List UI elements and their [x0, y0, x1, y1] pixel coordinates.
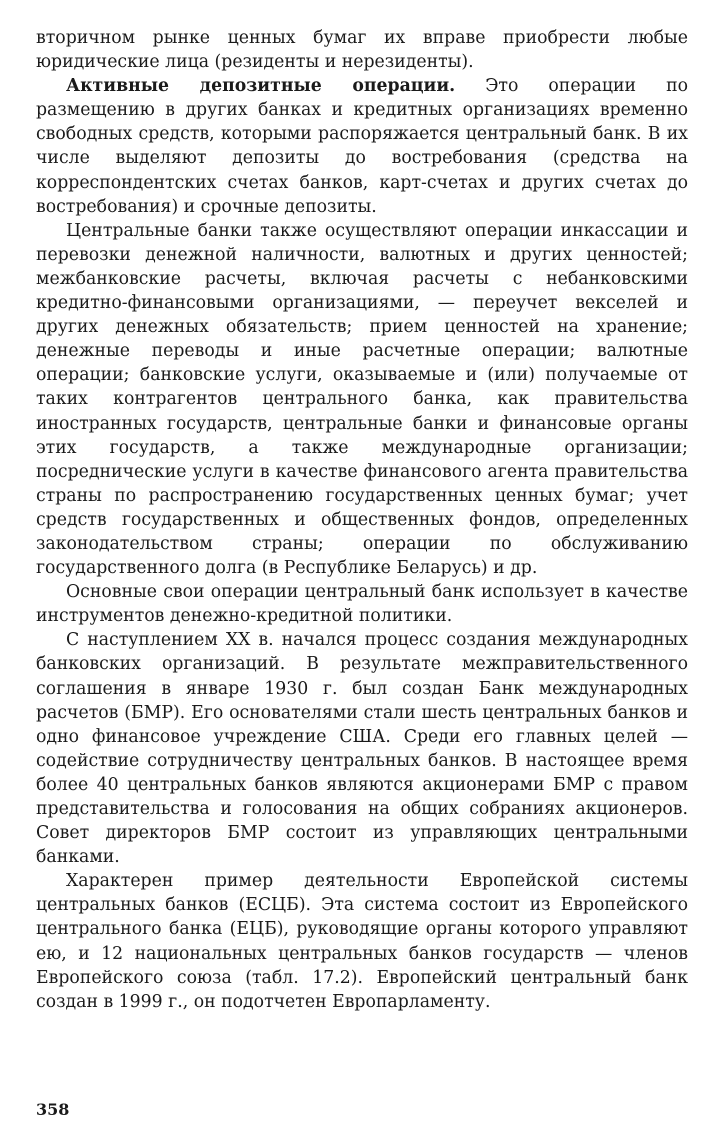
paragraph-continuation: [36, 26, 688, 74]
paragraph-active-deposit-operations: [36, 74, 688, 219]
paragraph-text: Центральные банки также осуществляют операции инкассации и перевозки денежной наличности, валютных и других ценностей; межбанковские расчеты, включая расчеты с небанковскими кредитно-финансовыми организациями, — переучет векселей и других денежных обязательств; прием ценностей на хранение; денежные переводы и иные расчетные операции; валютные операции; банковские услуги, оказываемые и (или) получаемые от таких контрагентов центрального банка, как правительства иностранных государств, центральные банки и финансовые органы этих государств, а также международные организации; посреднические услуги в качестве финансового агента правительства страны по распространению государственных ценных бумаг; учет средств государственных и общественных фондов, определенных законодательством страны; операции по обслуживанию государственного долга (в Республике Беларусь) и др.: [36, 220, 688, 579]
paragraph-escb: [36, 869, 688, 1014]
paragraph-text: С наступлением XX в. начался процесс создания международных банковских организаций. В результате межправительственного соглашения в январе 1930 г. был создан Банк международных расчетов (БМР). Его основателями стали шесть центральных банков и одно финансовое учреждение США. Среди его главных целей — содействие сотрудничеству центральных банков. В настоящее время более 40 центральных банков являются акционерами БМР с правом представительства и голосования на общих собраниях акционеров. Совет директоров БМР состоит из управляющих центральными банками.: [36, 630, 688, 868]
paragraph-text: Это операции по размещению в других банках и кредитных организациях временно свободных средств, которыми распоряжается центральный банк. В их числе выделяют депозиты до востребования (средства на корреспондентских счетах банков, карт-счетах и других счетах до востребования) и срочные депозиты.: [36, 76, 688, 217]
paragraph-monetary-policy: [36, 580, 688, 628]
paragraph-other-operations: [36, 219, 688, 580]
page-body: [36, 26, 688, 1014]
paragraph-bis: [36, 628, 688, 869]
page-number: 358: [36, 1100, 70, 1119]
paragraph-text: Характерен пример деятельности Европейской системы центральных банков (ЕСЦБ). Эта система состоит из Европейского центрального банка (ЕЦБ), руководящие органы которого управляют ею, и 12 национальных центральных банков государств — членов Европейского союза (табл. 17.2). Европейский центральный банк создан в 1999 г., он подотчетен Европарламенту.: [36, 871, 688, 1012]
paragraph-lead-heading: Активные депозитные операции.: [66, 76, 456, 97]
paragraph-text: вторичном рынке ценных бумаг их вправе приобрести любые юридические лица (резиденты и нерезиденты).: [36, 28, 688, 73]
paragraph-text: Основные свои операции центральный банк использует в качестве инструментов денежно-кредитной политики.: [36, 582, 688, 627]
